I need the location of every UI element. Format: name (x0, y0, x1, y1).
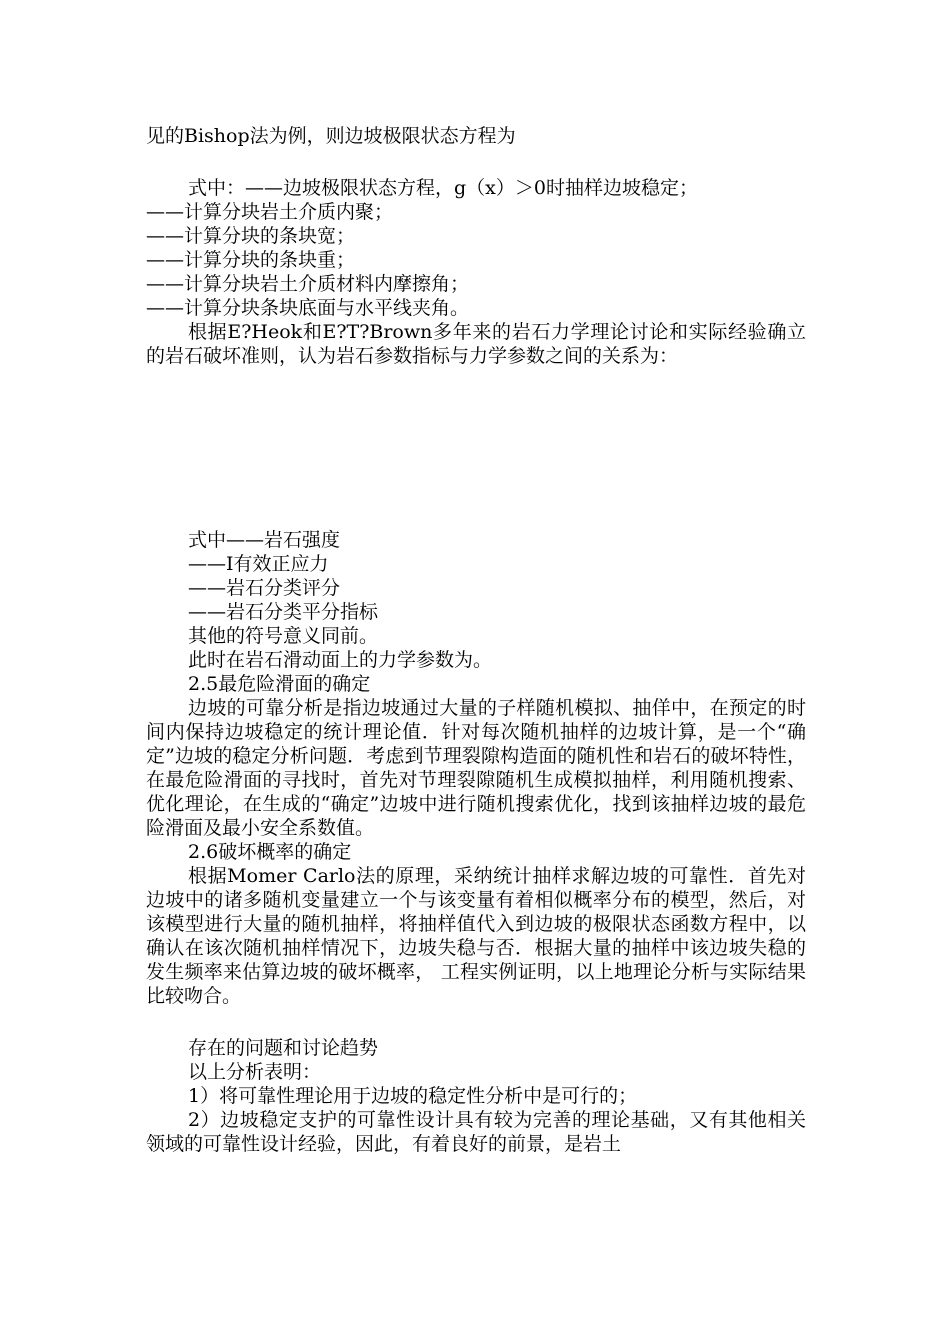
hoek-brown-paragraph: 根据E?Heok和E?T?Brown多年来的岩石力学理论讨论和实际经验确立的岩石破坏准则，认为岩石参数指标与力学参数之间的关系为： (146, 321, 806, 367)
variable-definition: ——岩石分类平分指标 (188, 601, 379, 623)
variable-definition: ——岩石分类评分 (188, 577, 341, 599)
document-page (146, 124, 806, 1156)
variable-definition: ——计算分块岩土介质材料内摩擦角； (146, 273, 470, 295)
discussion-intro: 以上分析表明： (188, 1061, 322, 1083)
section-2-5-paragraph: 边坡的可靠分析是指边坡通过大量的子样随机模拟、抽佯中，在预定的时间内保持边坡稳定的统计理论值．针对每次随机抽样的边坡计算，是一个“确定”边坡的稳定分析问题．考虑到节理裂隙构造面的随机性和岩石的破坏特性，在最危险滑面的寻找时，首先对节理裂隙随机生成模拟抽样，利用随机搜索、优化理论，在生成的“确定”边坡中进行随机搜索优化，找到该抽样边坡的最危险滑面及最小安全系数值。 (146, 697, 806, 839)
mechanics-note: 此时在岩石滑动面上的力学参数为。 (188, 649, 493, 671)
variable-definition: ——计算分块的条块重； (146, 249, 356, 271)
formula-1-variable-list (146, 176, 806, 320)
discussion-heading: 存在的问题和讨论趋势 (188, 1037, 379, 1059)
variable-definition: ——计算分块的条块宽； (146, 225, 356, 247)
discussion-section (146, 1036, 806, 1108)
discussion-point-1: 1）将可靠性理论用于边坡的稳定性分析中是可行的； (188, 1085, 638, 1107)
variable-definition: 式中——岩石强度 (188, 529, 341, 551)
section-2-6-paragraph: 根据Momer Carlo法的原理，采纳统计抽样求解边坡的可靠性．首先对边坡中的诸多随机变量建立一个与该变量有着相似概率分布的模型，然后，对该模型进行大量的随机抽样，将抽样值代入到边坡的极限状态函数方程中，以确认在该次随机抽样情况下，边坡失稳与否．根据大量的抽样中该边坡失稳的发生频率来估算边坡的破坏概率， 工程实例证明，以上地理论分析与实际结果比较吻合。 (146, 865, 806, 1007)
variable-definition: 式中：——边坡极限状态方程，g（x）＞0时抽样边坡稳定； (188, 177, 698, 199)
section-heading-2-6: 2.6破坏概率的确定 (188, 841, 352, 863)
variable-definition: ——计算分块条块底面与水平线夹角。 (146, 297, 470, 319)
spacer (146, 148, 806, 176)
discussion-point-2: 2）边坡稳定支护的可靠性设计具有较为完善的理论基础，又有其他相关领域的可靠性设计经验，因此，有着良好的前景，是岩土 (146, 1109, 806, 1155)
formula-placeholder (146, 368, 806, 528)
section-heading-2-5: 2.5最危险滑面的确定 (188, 673, 371, 695)
variable-definition: ——计算分块岩土介质内聚； (146, 201, 394, 223)
intro-line: 见的Bishop法为例，则边坡极限状态方程为 (146, 125, 516, 147)
variable-definition: ——I有效正应力 (188, 553, 329, 575)
formula-2-variable-list (146, 528, 806, 696)
symbol-note: 其他的符号意义同前。 (188, 625, 379, 647)
spacer (146, 1008, 806, 1036)
